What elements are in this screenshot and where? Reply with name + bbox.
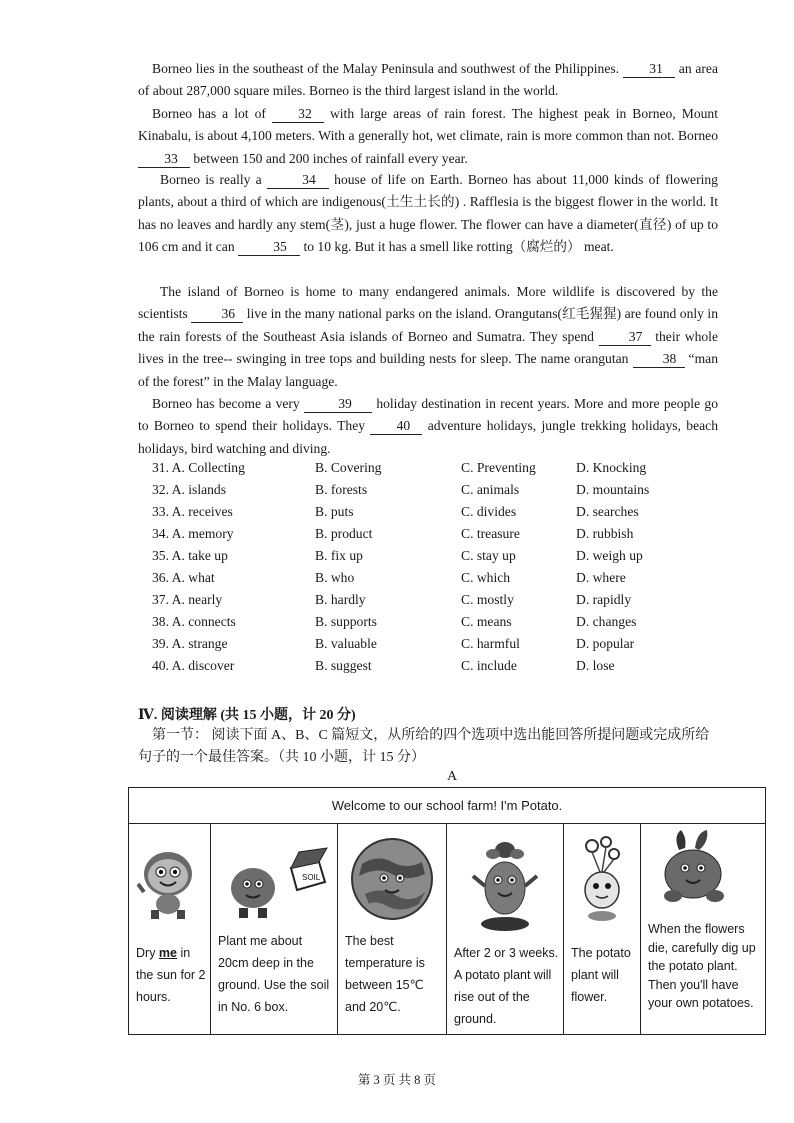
farm-step-text: After 2 or 3 weeks. A potato plant will rise out of the ground. (454, 946, 559, 1026)
option-c[interactable]: C. harmful (461, 636, 520, 651)
option-d[interactable]: D. rapidly (576, 592, 632, 607)
option-d[interactable]: D. lose (576, 658, 615, 673)
option-a[interactable]: 34. A. memory (152, 526, 234, 541)
farm-step-3 (338, 824, 447, 1035)
option-a[interactable]: 37. A. nearly (152, 592, 223, 607)
option-c[interactable]: C. stay up (461, 548, 516, 563)
school-farm-table (128, 787, 766, 1035)
option-c[interactable]: C. include (461, 658, 517, 673)
passage-label: A (447, 769, 458, 784)
option-d[interactable]: D. Knocking (576, 460, 647, 475)
option-b[interactable]: B. suggest (315, 658, 372, 673)
option-a[interactable]: 36. A. what (152, 570, 215, 585)
option-c[interactable]: C. treasure (461, 526, 520, 541)
options-row-32 (152, 482, 712, 504)
option-c[interactable]: C. animals (461, 482, 520, 497)
passage-text: adventure holidays, jungle trekking holidays, beach holidays, bird watching and diving. (138, 418, 719, 456)
page-footer: 第 3 页 共 8 页 (357, 1073, 437, 1087)
blank-38[interactable]: 38 (633, 351, 685, 368)
passage-paragraph-1 (138, 58, 718, 103)
passage-text: live in the many national parks on the island. Orangutans(红毛猩猩) are found only in the rain forests of the Southeast Asia islands of Borneo and Sumatra. They spend (138, 306, 718, 344)
option-b[interactable]: B. who (315, 570, 355, 585)
options-row-36 (152, 570, 712, 592)
options-row-39 (152, 636, 712, 658)
option-d[interactable]: D. rubbish (576, 526, 634, 541)
farm-step-text: When the flowers die, carefully dig up the potato plant. Then you'll have your own potatoes. (648, 922, 756, 1010)
potato-character-icon (137, 844, 199, 922)
blank-35[interactable]: 35 (238, 239, 300, 256)
blank-36[interactable]: 36 (191, 306, 243, 323)
passage-paragraph-3 (138, 169, 718, 259)
passage-text: Borneo lies in the southeast of the Malay Peninsula and southwest of the Philippines. (152, 61, 620, 76)
options-row-40 (152, 658, 712, 680)
option-d[interactable]: D. searches (576, 504, 639, 519)
option-c[interactable]: C. mostly (461, 592, 514, 607)
options-row-37 (152, 592, 712, 614)
soil-box-label: SOIL (302, 873, 321, 882)
farm-step-5 (564, 824, 641, 1035)
option-d[interactable]: D. mountains (576, 482, 650, 497)
option-d[interactable]: D. popular (576, 636, 635, 651)
options-row-33 (152, 504, 712, 526)
potato-globe-icon (347, 834, 437, 924)
farm-step-text: Plant me about 20cm deep in the ground. Use the soil in No. 6 box. (218, 934, 330, 1014)
option-a[interactable]: 31. A. Collecting (152, 460, 245, 475)
option-b[interactable]: B. forests (315, 482, 368, 497)
passage-text: with large areas of rain forest. The highest peak in Borneo, Mount Kinabalu, is about 4,100 meters. With a generally hot, wet climate, rain is more common than not. Borneo (138, 106, 718, 144)
passage-text: house of life on Earth. Borneo has about 11,000 kinds of flowering plants, about a third of which are indigenous(土生土长的) . Rafflesia is the biggest flower in the world. It has no leaves and hardly any stem(茎), just a huge flower. The flower can have a diameter(直径) of up to 106 cm and it can (138, 172, 718, 255)
option-b[interactable]: B. hardly (315, 592, 366, 607)
passage-text: their whole lives in the tree-- swinging in tree tops and building nests for sleep. The name orangutan (138, 328, 718, 367)
option-b[interactable]: B. fix up (315, 548, 363, 563)
option-a[interactable]: 39. A. strange (152, 636, 228, 651)
passage-paragraph-4 (138, 281, 718, 393)
passage-text: “man of the forest” in the Malay language. (138, 351, 718, 389)
blank-34[interactable]: 34 (267, 172, 329, 189)
passage-text: Borneo has become a very (152, 396, 305, 411)
option-a[interactable]: 35. A. take up (152, 548, 228, 563)
potato-with-soil-box-icon (217, 838, 332, 928)
option-c[interactable]: C. Preventing (461, 460, 536, 475)
option-c[interactable]: C. which (461, 570, 511, 585)
option-b[interactable]: B. valuable (315, 636, 377, 651)
option-b[interactable]: B. Covering (315, 460, 382, 475)
passage-text: Borneo has a lot of (152, 106, 272, 121)
option-d[interactable]: D. changes (576, 614, 637, 629)
option-d[interactable]: D. where (576, 570, 626, 585)
options-row-38 (152, 614, 712, 636)
farm-step-6 (641, 824, 765, 1035)
farm-step-2 (211, 824, 338, 1035)
option-a[interactable]: 32. A. islands (152, 482, 227, 497)
blank-37[interactable]: 37 (599, 329, 651, 346)
option-c[interactable]: C. divides (461, 504, 517, 519)
passage-text: holiday destination in recent years. More and more people go to Borneo to spend their holidays. They (138, 396, 718, 434)
option-b[interactable]: B. product (315, 526, 373, 541)
option-b[interactable]: B. supports (315, 614, 377, 629)
options-row-34 (152, 526, 712, 548)
options-row-31 (152, 460, 712, 482)
farm-step-text: Dry me in the sun for 2 hours. (136, 946, 206, 1004)
flowering-potato-icon (572, 834, 632, 924)
options-row-35 (152, 548, 712, 570)
passage-text: to 10 kg. But it has a smell like rotting（腐烂的） meat. (300, 239, 614, 255)
option-a[interactable]: 33. A. receives (152, 504, 233, 519)
blank-33[interactable]: 33 (138, 151, 190, 168)
passage-text: The island of Borneo is home to many endangered animals. More wildlife is discovered by the scientists (138, 284, 718, 322)
passage-paragraph-2 (138, 103, 718, 170)
potato-plant-icon (465, 836, 545, 936)
option-c[interactable]: C. means (461, 614, 512, 629)
option-a[interactable]: 38. A. connects (152, 614, 236, 629)
section-instruction: 第一节： 阅读下面 A、B、C 篇短文，从所给的四个选项中选出能回答所提问题或完成所给句子的一个最佳答案。（共 10 小题，计 15 分） (138, 728, 710, 765)
section-title: Ⅳ. 阅读理解 (共 15 小题，计 20 分) (138, 708, 356, 723)
farm-step-1 (129, 824, 211, 1035)
blank-39[interactable]: 39 (304, 396, 372, 413)
passage-text: an area of about 287,000 square miles. Borneo is the third largest island in the world. (138, 61, 718, 99)
passage-text: Borneo is really a (160, 172, 267, 187)
option-b[interactable]: B. puts (315, 504, 354, 519)
farm-step-4 (447, 824, 564, 1035)
farm-table-header: Welcome to our school farm! I'm Potato. (129, 788, 765, 824)
option-a[interactable]: 40. A. discover (152, 658, 235, 673)
farm-step-text: The best temperature is between 15℃ and 20℃. (345, 934, 425, 1014)
passage-paragraph-5 (138, 393, 718, 460)
blank-32[interactable]: 32 (272, 106, 324, 123)
farm-step-text: The potato plant will flower. (571, 946, 631, 1004)
option-d[interactable]: D. weigh up (576, 548, 643, 563)
dug-up-potatoes-icon (659, 828, 729, 906)
passage-text: between 150 and 200 inches of rainfall every year. (190, 150, 468, 166)
blank-31[interactable]: 31 (623, 61, 675, 78)
blank-40[interactable]: 40 (370, 418, 422, 435)
